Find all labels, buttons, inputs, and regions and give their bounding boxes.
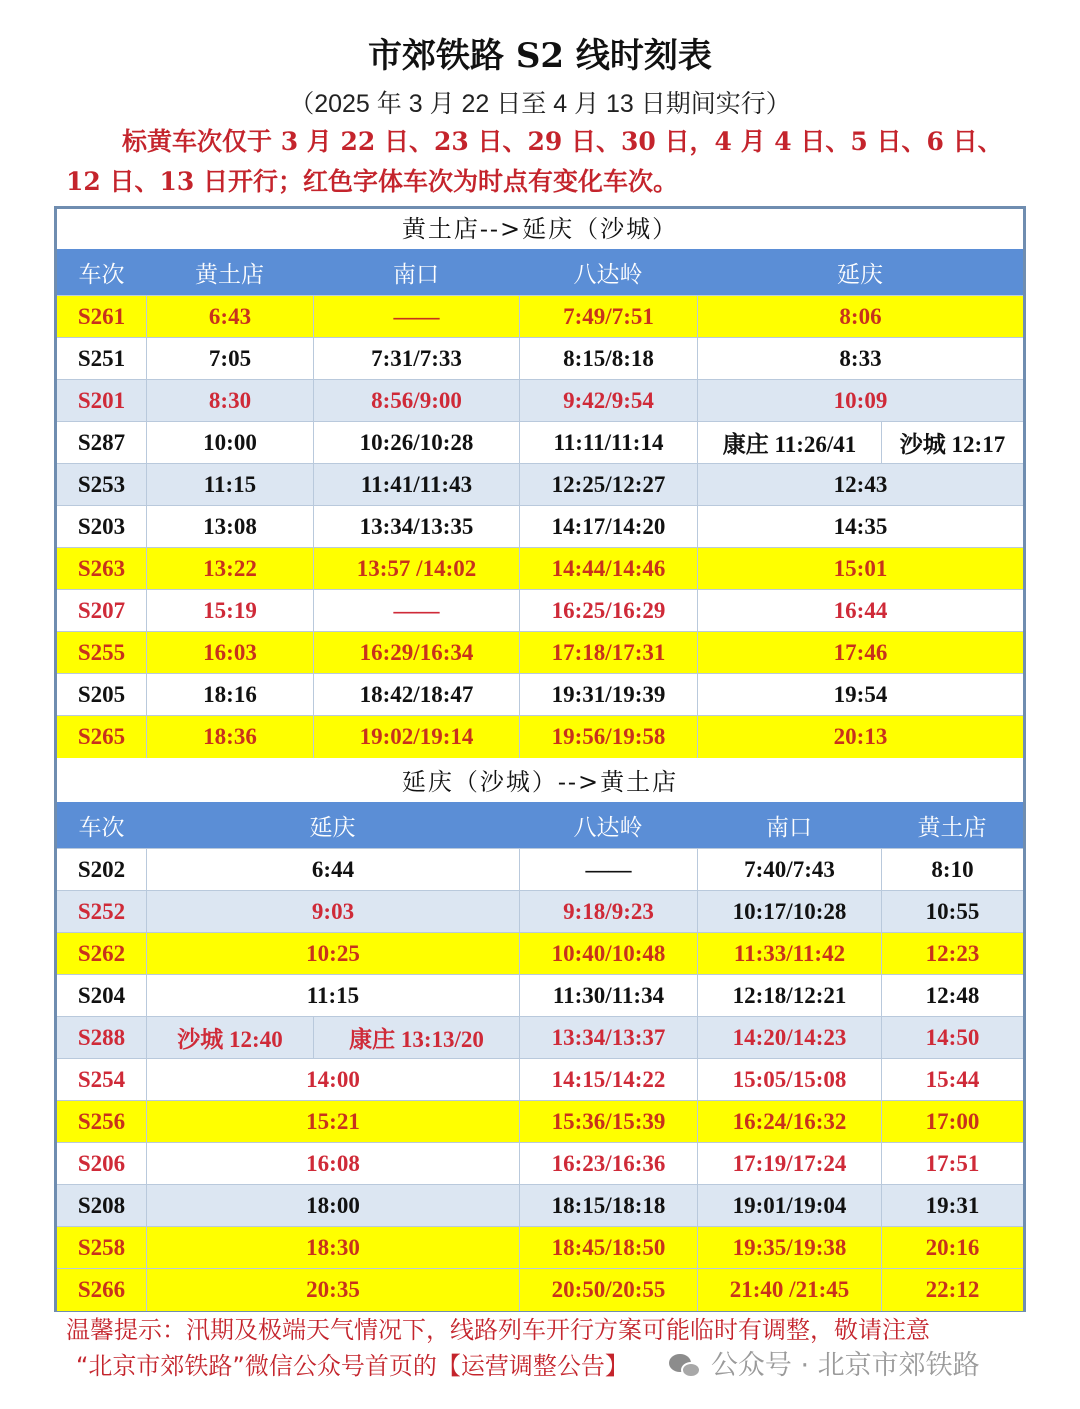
time-cell: 20:35: [146, 1269, 519, 1311]
table-row: [57, 848, 1023, 890]
yellow-trains-notice: 标黄车次仅于 3 月 22 日、23 日、29 日、30 日，4 月 4 日、5 日、6 日、12 日、13 日开行；红色字体车次为时点有变化车次。: [66, 127, 1003, 196]
watermark-text: 公众号 · 北京市郊铁路: [710, 1350, 980, 1381]
table-row: [57, 1142, 1023, 1184]
time-cell: 13:57 /14:02: [313, 548, 519, 589]
time-cell: 12:18/12:21: [697, 975, 881, 1016]
time-cell: 15:01: [697, 548, 1023, 589]
table-row: [57, 932, 1023, 974]
time-cell: 19:02/19:14: [313, 716, 519, 758]
time-cell: 8:10: [881, 849, 1023, 890]
train-number: S204: [77, 982, 126, 1008]
table-row: [57, 505, 1023, 547]
page-title: 市郊铁路 S2 线时刻表: [368, 36, 712, 76]
time-cell: 沙城 12:40: [146, 1017, 313, 1058]
time-cell: 12:48: [881, 975, 1023, 1016]
time-cell: 8:33: [697, 338, 1023, 379]
time-cell: 16:29/16:34: [313, 632, 519, 673]
train-number: S262: [77, 940, 126, 966]
outbound-section-title: 黄土店-->延庆（沙城）: [57, 209, 1023, 249]
col-huangtudian: 黄土店: [195, 260, 264, 287]
time-cell: 19:31: [881, 1185, 1023, 1226]
time-cell: 16:08: [146, 1143, 519, 1184]
col-train: 车次: [78, 260, 125, 287]
table-row: [57, 631, 1023, 673]
col-badaling: 八达岭: [573, 260, 643, 287]
inbound-section-title: 延庆（沙城）-->黄土店: [57, 762, 1023, 802]
wechat-icon: [669, 1352, 703, 1380]
train-number: S254: [77, 1066, 126, 1092]
time-cell: 18:15/18:18: [519, 1185, 697, 1226]
time-cell: 11:30/11:34: [519, 975, 697, 1016]
col-nankou: 南口: [393, 260, 439, 287]
time-cell: 15:44: [881, 1059, 1023, 1100]
time-cell: ——: [313, 296, 519, 337]
train-number: S263: [77, 555, 126, 581]
time-cell: 18:16: [146, 674, 313, 715]
time-cell: 8:06: [697, 296, 1023, 337]
table-row: [57, 1100, 1023, 1142]
time-cell: 康庄 13:13/20: [313, 1017, 519, 1058]
time-cell: 19:01/19:04: [697, 1185, 881, 1226]
table-row: [57, 715, 1023, 758]
time-cell: 康庄 11:26/41: [697, 422, 881, 463]
table-row: [57, 1058, 1023, 1100]
train-number: S206: [77, 1150, 126, 1176]
time-cell: 9:03: [146, 891, 519, 932]
train-number: S265: [77, 724, 126, 749]
train-number: S208: [77, 1192, 126, 1218]
tip-line-2: “北京市郊铁路”微信公众号首页的【运营调整公告】: [76, 1352, 629, 1380]
table-row: [57, 547, 1023, 589]
time-cell: ——: [313, 590, 519, 631]
col-huangtudian: 黄土店: [917, 813, 987, 840]
train-number: S251: [77, 345, 126, 371]
time-cell: 19:54: [697, 674, 1023, 715]
time-cell: 14:44/14:46: [519, 548, 697, 589]
time-cell: 16:24/16:32: [697, 1101, 881, 1142]
time-cell: 15:05/15:08: [697, 1059, 881, 1100]
time-cell: 19:56/19:58: [519, 716, 697, 758]
time-cell: 18:36: [146, 716, 313, 758]
time-cell: 7:40/7:43: [697, 849, 881, 890]
time-cell: 7:49/7:51: [519, 296, 697, 337]
time-cell: 15:21: [146, 1101, 519, 1142]
time-cell: 12:43: [697, 464, 1023, 505]
time-cell: 20:16: [881, 1227, 1023, 1268]
col-yanqing: 延庆: [837, 260, 883, 287]
time-cell: 12:23: [881, 933, 1023, 974]
time-cell: 10:00: [146, 422, 313, 463]
time-cell: 14:35: [697, 506, 1023, 547]
time-cell: 14:20/14:23: [697, 1017, 881, 1058]
time-cell: 9:18/9:23: [519, 891, 697, 932]
time-cell: 17:18/17:31: [519, 632, 697, 673]
train-number: S253: [77, 471, 126, 497]
time-cell: 18:42/18:47: [313, 674, 519, 715]
table-row: [57, 421, 1023, 463]
train-number: S288: [77, 1024, 126, 1050]
time-cell: 8:15/8:18: [519, 338, 697, 379]
train-number: S261: [77, 303, 126, 329]
train-number: S255: [77, 639, 126, 665]
time-cell: 17:00: [881, 1101, 1023, 1142]
col-yanqing: 延庆: [309, 813, 356, 840]
train-number: S203: [77, 513, 126, 539]
time-cell: ——: [519, 849, 697, 890]
time-cell: 11:33/11:42: [697, 933, 881, 974]
time-cell: 17:19/17:24: [697, 1143, 881, 1184]
train-number: S205: [77, 681, 126, 707]
table-row: [57, 1268, 1023, 1311]
time-cell: 14:15/14:22: [519, 1059, 697, 1100]
timetable: [54, 206, 1026, 1312]
col-nankou: 南口: [766, 813, 812, 840]
time-cell: 8:56/9:00: [313, 380, 519, 421]
time-cell: 12:25/12:27: [519, 464, 697, 505]
time-cell: 13:34/13:37: [519, 1017, 697, 1058]
time-cell: 13:08: [146, 506, 313, 547]
tip-line-1: 温馨提示：汛期及极端天气情况下，线路列车开行方案可能临时有调整，敬请注意: [66, 1316, 930, 1344]
table-row: [57, 1184, 1023, 1226]
train-number: S201: [77, 387, 126, 413]
outbound-header-row: [57, 249, 1023, 295]
time-cell: 11:11/11:14: [519, 422, 697, 463]
time-cell: 7:05: [146, 338, 313, 379]
time-cell: 11:41/11:43: [313, 464, 519, 505]
time-cell: 10:25: [146, 933, 519, 974]
time-cell: 6:43: [146, 296, 313, 337]
time-cell: 18:30: [146, 1227, 519, 1268]
col-train: 车次: [78, 813, 125, 840]
table-row: [57, 1016, 1023, 1058]
time-cell: 17:51: [881, 1143, 1023, 1184]
table-row: [57, 463, 1023, 505]
time-cell: 8:30: [146, 380, 313, 421]
time-cell: 7:31/7:33: [313, 338, 519, 379]
train-number: S266: [77, 1277, 126, 1302]
train-number: S258: [77, 1234, 126, 1260]
time-cell: 14:50: [881, 1017, 1023, 1058]
time-cell: 21:40 /21:45: [697, 1269, 881, 1311]
time-cell: 沙城 12:17: [881, 422, 1023, 463]
table-row: [57, 974, 1023, 1016]
time-cell: 20:50/20:55: [519, 1269, 697, 1311]
time-cell: 11:15: [146, 975, 519, 1016]
time-cell: 19:35/19:38: [697, 1227, 881, 1268]
table-row: [57, 337, 1023, 379]
time-cell: 10:17/10:28: [697, 891, 881, 932]
effective-period: （2025 年 3 月 22 日至 4 月 13 日期间实行）: [289, 90, 791, 118]
time-cell: 18:00: [146, 1185, 519, 1226]
train-number: S202: [77, 856, 126, 882]
time-cell: 13:34/13:35: [313, 506, 519, 547]
time-cell: 14:17/14:20: [519, 506, 697, 547]
time-cell: 15:19: [146, 590, 313, 631]
inbound-header-row: [57, 802, 1023, 848]
time-cell: 6:44: [146, 849, 519, 890]
table-row: [57, 1226, 1023, 1268]
time-cell: 22:12: [881, 1269, 1023, 1311]
time-cell: 16:03: [146, 632, 313, 673]
time-cell: 10:26/10:28: [313, 422, 519, 463]
train-number: S287: [77, 429, 126, 455]
time-cell: 15:36/15:39: [519, 1101, 697, 1142]
time-cell: 18:45/18:50: [519, 1227, 697, 1268]
time-cell: 13:22: [146, 548, 313, 589]
train-number: S252: [77, 898, 126, 924]
time-cell: 17:46: [697, 632, 1023, 673]
table-row: [57, 295, 1023, 337]
time-cell: 10:55: [881, 891, 1023, 932]
watermark: [669, 1348, 980, 1384]
time-cell: 16:23/16:36: [519, 1143, 697, 1184]
train-number: S207: [77, 597, 126, 623]
train-number: S256: [77, 1108, 126, 1134]
table-row: [57, 673, 1023, 715]
table-row: [57, 890, 1023, 932]
table-row: [57, 379, 1023, 421]
time-cell: 9:42/9:54: [519, 380, 697, 421]
time-cell: 14:00: [146, 1059, 519, 1100]
time-cell: 16:25/16:29: [519, 590, 697, 631]
time-cell: 16:44: [697, 590, 1023, 631]
footer-tip: [66, 1312, 1076, 1384]
time-cell: 19:31/19:39: [519, 674, 697, 715]
table-row: [57, 589, 1023, 631]
time-cell: 10:09: [697, 380, 1023, 421]
time-cell: 11:15: [146, 464, 313, 505]
time-cell: 10:40/10:48: [519, 933, 697, 974]
col-badaling: 八达岭: [573, 813, 643, 840]
time-cell: 20:13: [697, 716, 1023, 758]
